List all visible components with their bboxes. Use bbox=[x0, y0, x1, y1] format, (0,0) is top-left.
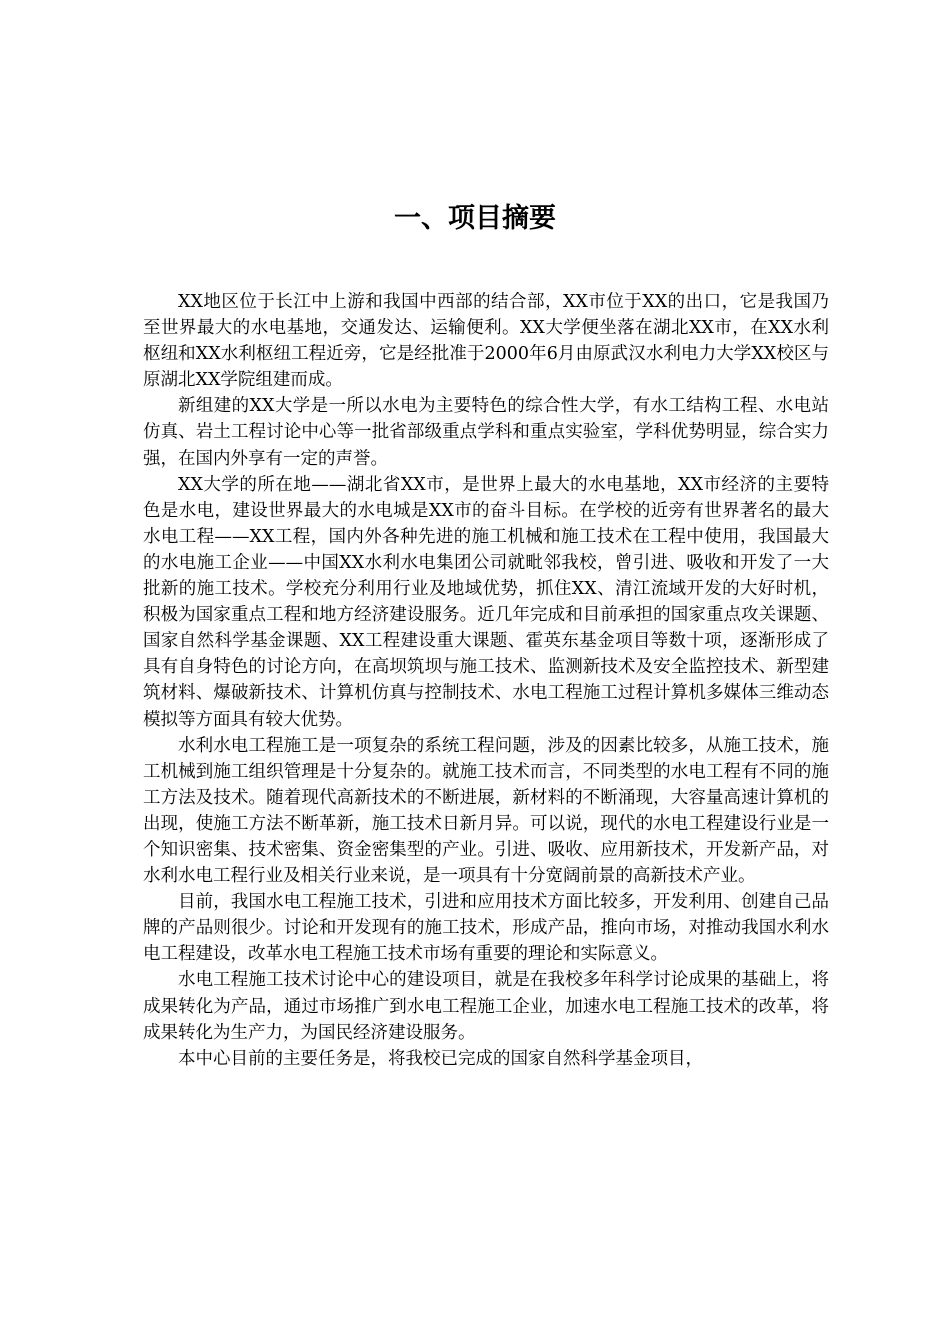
paragraph-construction-complexity: 水利水电工程施工是一项复杂的系统工程问题，涉及的因素比较多，从施工技术，施工机械到施工组织管理是十分复杂的。就施工技术而言，不同类型的水电工程有不同的施工方法及技术。随着现代高新技术的不断进展，新材料的不断涌现，大容量高速计算机的出现，使施工方法不断革新，施工技术日新月异。可以说，现代的水电工程建设行业是一个知识密集、技术密集、资金密集型的产业。引进、吸收、应用新技术，开发新产品，对水利水电工程行业及相关行业来说，是一项具有十分宽阔前景的高新技术产业。 bbox=[143, 735, 829, 887]
section-title: 一、项目摘要 bbox=[394, 203, 556, 234]
paragraph-university: 新组建的XX大学是一所以水电为主要特色的综合性大学，有水工结构工程、水电站仿真、岩土工程讨论中心等一批省部级重点学科和重点实验室，学科优势明显，综合实力强，在国内外享有一定的声誉。 bbox=[143, 396, 829, 469]
paragraph-project-goal: 水电工程施工技术讨论中心的建设项目，就是在我校多年科学讨论成果的基础上，将成果转化为产品，通过市场推广到水电工程施工企业，加速水电工程施工技术的改革，将成果转化为生产力，为国民经济建设服务。 bbox=[143, 970, 829, 1043]
paragraph-location: XX地区位于长江中上游和我国中西部的结合部，XX市位于XX的出口，它是我国乃至世界最大的水电基地，交通发达、运输便利。XX大学便坐落在湖北XX市，在XX水利枢纽和XX水利枢纽工程近旁，它是经批准于2000年6月由原武汉水利电力大学XX校区与原湖北XX学院组建而成。 bbox=[143, 292, 829, 391]
paragraph-current-status: 目前，我国水电工程施工技术，引进和应用技术方面比较多，开发利用、创建自己品牌的产品则很少。讨论和开发现有的施工技术，形成产品，推向市场，对推动我国水利水电工程建设，改革水电工程施工技术市场有重要的理论和实际意义。 bbox=[143, 892, 829, 965]
paragraph-main-tasks: 本中心目前的主要任务是，将我校已完成的国家自然科学基金项目， bbox=[178, 1048, 703, 1069]
paragraph-city-advantages: XX大学的所在地——湖北省XX市，是世界上最大的水电基地，XX市经济的主要特色是水电，建设世界最大的水电城是XX市的奋斗目标。在学校的近旁有世界著名的最大水电工程——XX工程，国内外各种先进的施工机械和施工技术在工程中使用，我国最大的水电施工企业——中国XX水利水电集团公司就毗邻我校，曾引进、吸收和开发了一大批新的施工技术。学校充分利用行业及地域优势，抓住XX、清江流域开发的大好时机，积极为国家重点工程和地方经济建设服务。近几年完成和目前承担的国家重点攻关课题、国家自然科学基金课题、XX工程建设重大课题、霍英东基金项目等数十项，逐渐形成了具有自身特色的讨论方向，在高坝筑坝与施工技术、监测新技术及安全监控技术、新型建筑材料、爆破新技术、计算机仿真与控制技术、水电工程施工过程计算机多媒体三维动态模拟等方面具有较大优势。 bbox=[143, 474, 829, 730]
document-body bbox=[143, 289, 829, 1072]
